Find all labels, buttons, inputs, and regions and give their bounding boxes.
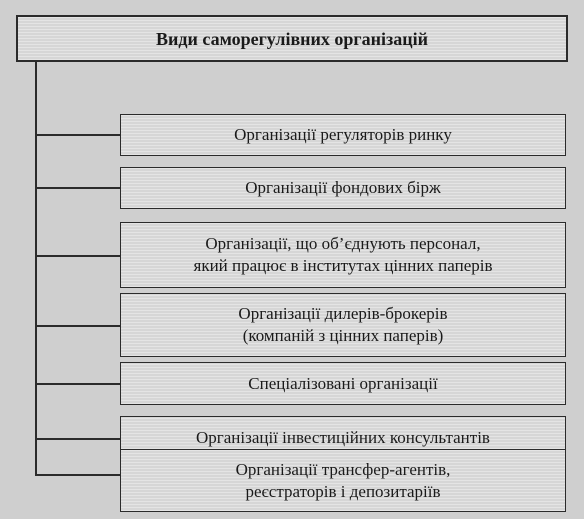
category-label: Організації інвестиційних консультантів xyxy=(196,427,490,447)
category-box xyxy=(120,167,566,209)
category-label: Організації трансфер-агентів, реєстраторів і депозитаріїв xyxy=(235,459,451,501)
connector-line-4 xyxy=(35,325,120,327)
connector-line-7 xyxy=(35,474,120,476)
category-box xyxy=(120,222,566,288)
category-label: Організації фондових бірж xyxy=(245,178,441,197)
category-box xyxy=(120,114,566,156)
connector-line-1 xyxy=(35,134,120,136)
diagram-title: Види саморегулівних організацій xyxy=(156,28,428,49)
connector-line-3 xyxy=(35,255,120,257)
category-label: Організації регуляторів ринку xyxy=(234,125,452,144)
category-label: Спеціалізовані організації xyxy=(248,373,438,393)
category-box xyxy=(120,293,566,357)
diagram-title-box xyxy=(16,15,568,62)
category-label: Організації дилерів-брокерів (компаній з цінних паперів) xyxy=(238,304,448,345)
connector-line-2 xyxy=(35,187,120,189)
connector-vertical-line xyxy=(35,62,37,475)
category-label: Організації, що об’єднують персонал, який працює в інститутах цінних паперів xyxy=(193,234,493,275)
connector-line-5 xyxy=(35,383,120,385)
connector-line-6 xyxy=(35,438,120,440)
category-box xyxy=(120,362,566,405)
category-box xyxy=(120,449,566,512)
